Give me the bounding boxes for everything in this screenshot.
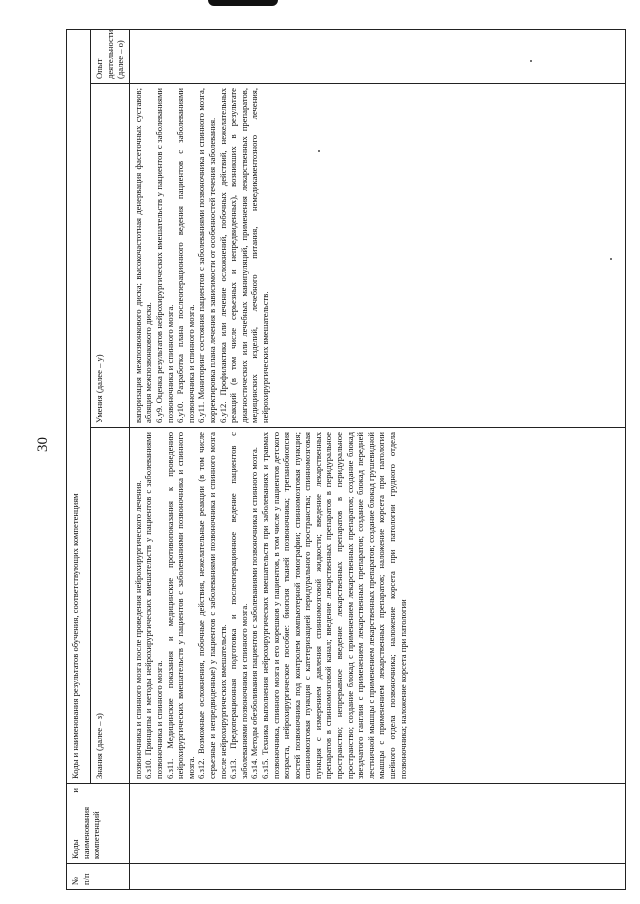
header-results-group: Коды и наименования результатов обучения, соответствующих компетенциям (67, 29, 91, 783)
cell-opyt (129, 29, 625, 83)
header-codes: Коды и наименования компетенций (67, 784, 130, 864)
umeniya-item: вапоризация межпозвонкового диска; высокочастотная денервация фасеточных суставов; абляция межпозвонкового диска. (132, 88, 154, 423)
scan-artifact (208, 0, 278, 6)
umeniya-item: 6.у10. Разработка плана послеоперационного ведения пациентов с заболеваниями позвоночника и спинного мозга. (175, 88, 196, 423)
cell-umeniya (129, 84, 625, 428)
znaniya-item: 6.з10. Принципы и методы нейрохирургических вмешательств у пациентов с заболеваниями позвоночника и спинного мозга. (143, 432, 164, 779)
header-znaniya: Знания (далее – з) (91, 428, 130, 784)
umeniya-item: 6.у12. Профилактика или лечение осложнений, побочных действий, нежелательных реакций (в том числе серьезных и непредвиденных), возникших в результате диагностических или лечебных манипуляций, применения лекарственных препаратов, медицинских изделий, лечебного питания, немедикаментозного лечения, нейрохирургических вмешательств. (217, 88, 270, 423)
header-umeniya: Умения (далее – у) (91, 84, 130, 428)
cell-num (129, 864, 625, 890)
page-number: 30 (35, 437, 51, 452)
rotated-table-container (66, 30, 626, 890)
znaniya-item: позвоночника и спинного мозга после проведения нейрохирургического лечения. (132, 480, 143, 779)
competency-table (66, 29, 626, 890)
umeniya-item: 6.у9. Оценка результатов нейрохирургических вмешательств у пациентов с заболеваниями позвоночника и спинного мозга. (153, 88, 175, 423)
znaniya-item: 6.з12. Возможные осложнения, побочные действия, нежелательные реакции (в том числе серьезные и непредвиденные) у пациентов с заболеваниями позвоночника и спинного мозга после нейрохирургических вмешательств. (196, 432, 228, 779)
znaniya-item: 6.з13. Предоперационная подготовка и послеоперационное ведение пациентов с заболеваниями позвоночника и спинного мозга. (228, 432, 249, 779)
znaniya-item: 6.з14. Методы обезболивания пациентов с заболеваниями позвоночника и спинного мозга. (249, 447, 260, 779)
header-num: № п/п (67, 864, 130, 890)
cell-znaniya (129, 428, 625, 784)
header-opyt: Опыт деятельности (далее – о) (91, 29, 130, 83)
umeniya-item: 6.у11. Мониторинг состояния пациентов с заболеваниями позвоночника и спинного мозга, корректировка плана лечения в зависимости от особенностей течения заболевания. (196, 88, 217, 423)
cell-codes (129, 784, 625, 864)
znaniya-item: 6.з15. Техника выполнения нейрохирургических вмешательств при заболеваниях и травмах позвоночника, спинного мозга и его корешков у пациентов, в том числе у пациентов детского возраста, нейрохирургическое пособие: биопсия тканей позвоночника; трепанобиопсия костей позвоночника под контролем компьютерной томографии; спинномозговая пункция; спинномозговая пункция с катетеризацией перидурального пространства; спинномозговая пункция с измерением давления спинномозговой жидкости; введение лекарственных препаратов в спинномозговой канал; введение лекарственных препаратов в перидуральное пространство; непрерывное введение лекарственных препаратов в перидуральное пространство; создание блокад с применением лекарственных препаратов; создание блокад звездчатого ганглия с применением лекарственных препаратов; создание блокад передней лестничной мышцы с применением лекарственных препаратов; создание блокад грушевидной мышцы с применением лекарственных препаратов; наложение корсета при патологии шейного отдела позвоночника; наложение корсета при патологии грудного отдела позвоночника; наложение корсета при патологии (259, 432, 408, 779)
znaniya-item: 6.з11. Медицинские показания и медицинские противопоказания к проведению нейрохирургических вмешательств у пациентов с заболеваниями позвоночника и спинного мозга. (164, 432, 196, 779)
